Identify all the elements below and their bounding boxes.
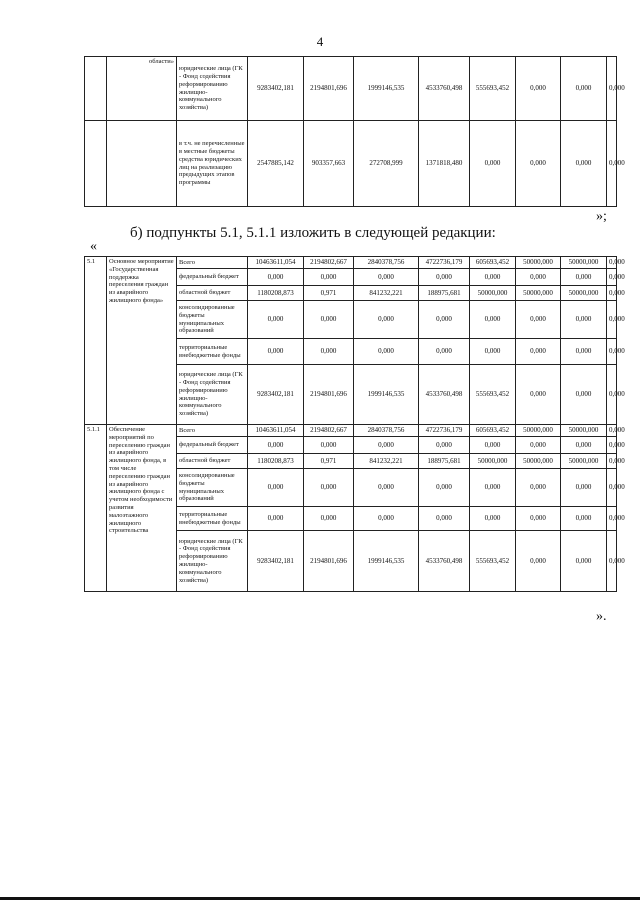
table-cell: 50000,000 — [470, 454, 516, 469]
table-cell: 841232,221 — [354, 454, 419, 469]
table-cell: 0,000 — [561, 469, 607, 507]
table-cell: 4533760,498 — [419, 531, 470, 592]
table-cell: 0,000 — [516, 507, 561, 531]
table-cell: 1180208,873 — [248, 454, 304, 469]
table-cell: 0,971 — [304, 286, 354, 301]
table-cell: территориальные внебюджетные фонды — [177, 507, 248, 531]
table-cell: 0,000 — [419, 339, 470, 365]
table-cell: 9283402,181 — [248, 365, 304, 425]
table-cell: Всего — [177, 425, 248, 437]
table-cell: 2194801,696 — [304, 531, 354, 592]
table-cell: 0,000 — [354, 469, 419, 507]
table-cell: 0,000 — [561, 531, 607, 592]
table-row — [85, 425, 617, 437]
table-cell: 2840378,756 — [354, 425, 419, 437]
table-cell: юридические лица (ГК - Фонд содействия реформированию жилищно-коммунального хозяйства) — [177, 57, 248, 121]
table-cell: 0,000 — [607, 365, 617, 425]
table-cell: Основное мероприятие «Государственная поддержка переселения граждан из аварийного жилищного фонда» — [107, 257, 177, 425]
table-cell: 5.1.1 — [85, 425, 107, 592]
table-cell: 0,000 — [470, 339, 516, 365]
table-cell: 0,000 — [470, 301, 516, 339]
table-row — [85, 57, 617, 121]
table-cell: 0,000 — [607, 339, 617, 365]
table-cell: 9283402,181 — [248, 57, 304, 121]
table-cell: 9283402,181 — [248, 531, 304, 592]
table-cell: в т.ч. не перечисленные в местные бюджеты средства юридических лиц на реализацию предыдущих этапов программы — [177, 121, 248, 207]
table-cell: 903357,663 — [304, 121, 354, 207]
table-cell: 0,000 — [248, 269, 304, 286]
table-cell: 2194802,667 — [304, 257, 354, 269]
table-cell: 0,000 — [607, 301, 617, 339]
table-cell: юридические лица (ГК - Фонд содействия реформированию жилищно-коммунального хозяйства) — [177, 531, 248, 592]
table-cell: 0,000 — [354, 437, 419, 454]
table-cell: 0,000 — [561, 57, 607, 121]
table-cell: 0,000 — [354, 507, 419, 531]
table-cell: 188975,681 — [419, 286, 470, 301]
table-cell — [85, 57, 107, 121]
table-cell: 2194801,696 — [304, 57, 354, 121]
table-cell: 0,000 — [561, 339, 607, 365]
page-number: 4 — [316, 34, 324, 49]
table-cell: 0,000 — [607, 257, 617, 269]
table-cell — [85, 121, 107, 207]
table-cell: 4533760,498 — [419, 57, 470, 121]
closing-quote-bottom: ». — [596, 609, 607, 624]
table-cell: 2547885,142 — [248, 121, 304, 207]
table-cell: 0,000 — [304, 339, 354, 365]
table-cell: федеральный бюджет — [177, 437, 248, 454]
table-cell: 0,000 — [561, 269, 607, 286]
funding-table-continuation — [84, 56, 625, 207]
table-cell: 0,000 — [607, 269, 617, 286]
table-cell: 0,000 — [419, 301, 470, 339]
table-cell: 0,000 — [516, 531, 561, 592]
table-cell: 50000,000 — [470, 286, 516, 301]
table-cell: консолидированные бюджеты муниципальных образований — [177, 301, 248, 339]
table-cell: 4722736,179 — [419, 257, 470, 269]
table-cell: 188975,681 — [419, 454, 470, 469]
table-cell: 0,000 — [607, 531, 617, 592]
amendment-heading: б) подпункты 5.1, 5.1.1 изложить в следующей редакции: — [130, 225, 496, 241]
table-cell: 841232,221 — [354, 286, 419, 301]
table-cell: 1999146,535 — [354, 531, 419, 592]
table-cell: 0,000 — [304, 269, 354, 286]
table-cell: 0,000 — [561, 121, 607, 207]
table-cell: 0,000 — [419, 437, 470, 454]
table-cell: 0,000 — [561, 507, 607, 531]
table-cell: 0,000 — [470, 269, 516, 286]
table-cell: Всего — [177, 257, 248, 269]
table-cell: 0,000 — [470, 507, 516, 531]
table-cell: 50000,000 — [516, 425, 561, 437]
table-cell: областной бюджет — [177, 286, 248, 301]
opening-quote: « — [90, 239, 97, 254]
table-cell: 50000,000 — [516, 454, 561, 469]
table-cell: 4533760,498 — [419, 365, 470, 425]
table-cell: 0,000 — [516, 469, 561, 507]
table-cell: 0,000 — [248, 301, 304, 339]
table-cell: 0,000 — [248, 339, 304, 365]
table-cell: 0,000 — [354, 339, 419, 365]
table-cell: 1180208,873 — [248, 286, 304, 301]
table-cell: федеральный бюджет — [177, 269, 248, 286]
table-cell: 0,000 — [516, 301, 561, 339]
table-cell: 272708,999 — [354, 121, 419, 207]
table-cell: 2840378,756 — [354, 257, 419, 269]
table-cell: 0,000 — [516, 121, 561, 207]
table-cell: 0,000 — [470, 469, 516, 507]
table-cell: 0,000 — [470, 121, 516, 207]
table-cell: 0,000 — [561, 437, 607, 454]
page-edge-line — [0, 897, 640, 900]
table-cell: 0,000 — [516, 269, 561, 286]
table-cell: 4722736,179 — [419, 425, 470, 437]
table-cell: 0,000 — [304, 507, 354, 531]
table-cell — [107, 121, 177, 207]
table-cell: 605693,452 — [470, 257, 516, 269]
table-cell: 0,971 — [304, 454, 354, 469]
table-cell: 0,000 — [607, 454, 617, 469]
table-cell: 0,000 — [248, 507, 304, 531]
table-cell: 0,000 — [607, 437, 617, 454]
table-cell: 5.1 — [85, 257, 107, 425]
closing-quote-top: »; — [596, 209, 607, 224]
table-cell: 0,000 — [354, 269, 419, 286]
table-cell: областной бюджет — [177, 454, 248, 469]
table-cell: 0,000 — [607, 286, 617, 301]
table-cell: 555693,452 — [470, 57, 516, 121]
table-cell: 0,000 — [516, 57, 561, 121]
table-cell: 555693,452 — [470, 531, 516, 592]
table-row — [85, 257, 617, 269]
table-cell: 2194802,667 — [304, 425, 354, 437]
table-cell: 605693,452 — [470, 425, 516, 437]
table-cell: 0,000 — [516, 437, 561, 454]
table-cell: 0,000 — [248, 437, 304, 454]
table-cell: 10463611,054 — [248, 425, 304, 437]
table-cell: 555693,452 — [470, 365, 516, 425]
table-cell: 50000,000 — [561, 257, 607, 269]
table-cell: 50000,000 — [561, 454, 607, 469]
table-cell: 2194801,696 — [304, 365, 354, 425]
table-cell: 0,000 — [561, 301, 607, 339]
table-cell: 0,000 — [607, 469, 617, 507]
table-cell: 0,000 — [561, 365, 607, 425]
table-cell: 0,000 — [607, 425, 617, 437]
table-cell: 50000,000 — [561, 286, 607, 301]
table-cell: 0,000 — [607, 121, 617, 207]
table-row — [85, 121, 617, 207]
table-cell: 0,000 — [248, 469, 304, 507]
table-cell: 0,000 — [607, 57, 617, 121]
table-cell: 50000,000 — [516, 257, 561, 269]
table-cell: юридические лица (ГК - Фонд содействия реформированию жилищно-коммунального хозяйства) — [177, 365, 248, 425]
table-cell: 0,000 — [516, 339, 561, 365]
table-cell: 0,000 — [419, 469, 470, 507]
table-cell: 50000,000 — [516, 286, 561, 301]
table-cell: 1371818,480 — [419, 121, 470, 207]
table-cell: 1999146,535 — [354, 57, 419, 121]
table-cell: Обеспечение мероприятий по переселению граждан из аварийного жилищного фонда, в том числе переселению граждан из аварийного жилищного фонда с учетом необходимости развития малоэтажного жилищного строительства — [107, 425, 177, 592]
table-cell: 1999146,535 — [354, 365, 419, 425]
table-cell: 10463611,054 — [248, 257, 304, 269]
table-cell: области» — [107, 57, 177, 121]
table-cell: 0,000 — [607, 507, 617, 531]
table-cell: 0,000 — [304, 301, 354, 339]
funding-table-subitems-5-1 — [84, 256, 625, 592]
table-cell: 0,000 — [419, 269, 470, 286]
table-cell: 0,000 — [304, 437, 354, 454]
table-cell: 0,000 — [516, 365, 561, 425]
table-cell: территориальные внебюджетные фонды — [177, 339, 248, 365]
table-cell: 0,000 — [419, 507, 470, 531]
table-cell: 0,000 — [304, 469, 354, 507]
table-cell: 0,000 — [470, 437, 516, 454]
table-cell: консолидированные бюджеты муниципальных образований — [177, 469, 248, 507]
table-cell: 50000,000 — [561, 425, 607, 437]
table-cell: 0,000 — [354, 301, 419, 339]
